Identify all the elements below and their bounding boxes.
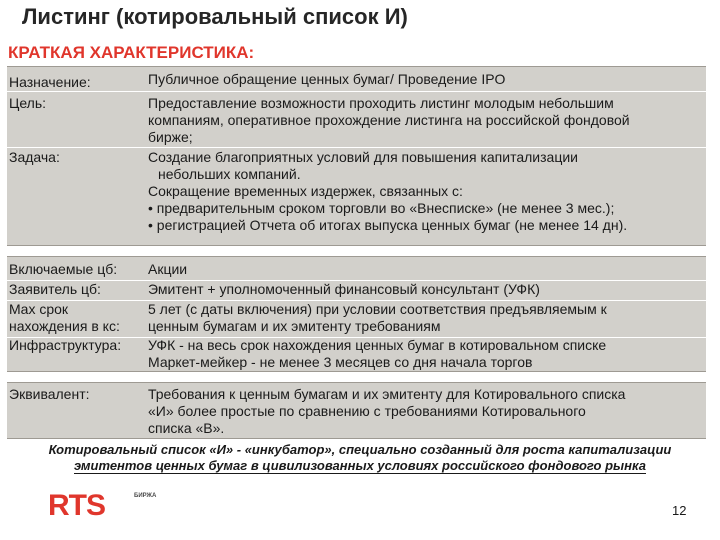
page-number: 12 [672,503,687,518]
task-line: Создание благоприятных условий для повышения капитализации [148,149,578,165]
purpose-label: Назначение: [9,74,91,90]
characteristics-block [7,66,706,246]
task-label: Задача: [9,149,60,165]
equivalent-line: «И» более простые по сравнению с требованиями Котировального [148,403,586,419]
equivalent-block [7,382,706,439]
infrastructure-value [148,337,704,371]
row-divider [7,147,706,148]
slide-title: Листинг (котировальный список И) [22,4,408,29]
applicant-value: Эмитент + уполномоченный финансовый консультант (УФК) [148,281,540,297]
section-subtitle: КРАТКАЯ ХАРАКТЕРИСТИКА: [8,43,255,62]
goal-line: компаниям, оперативное прохождение листинга на российской фондовой [148,112,630,128]
listing-details-block [7,256,706,372]
task-line: • предварительным сроком торговли во «Внесписке» (не менее 3 мес.); [148,200,615,216]
footer-note [0,442,720,474]
rts-logo [48,489,157,523]
term-label [9,301,120,335]
term-line: ценным бумагам и их эмитенту требованиям [148,318,441,334]
equivalent-label: Эквивалент: [9,386,90,402]
equivalent-line: Требования к ценным бумагам и их эмитенту для Котировального списка [148,386,626,402]
footer-note-underlined: эмитентов ценных бумаг в цивилизованных условиях российского фондового рынка [74,458,646,473]
term-label-line: Max срок [9,301,69,317]
task-line: • регистрацией Отчета об итогах выпуска ценных бумаг (не менее 14 дн). [148,217,628,233]
term-line: 5 лет (с даты включения) при условии соответствия предъявляемым к [148,301,607,317]
goal-label: Цель: [9,95,47,111]
securities-label: Включаемые цб: [9,261,118,277]
task-line: небольших компаний. [158,166,301,182]
infrastructure-line: Маркет-мейкер - не менее 3 месяцев со дня начала торгов [148,354,533,370]
infrastructure-line: УФК - на весь срок нахождения ценных бумаг в котировальном списке [148,337,607,353]
row-divider [7,91,706,92]
task-line: Сокращение временных издержек, связанных с: [148,183,463,199]
goal-line: бирже; [148,129,193,145]
logo-subtext: БИРЖА [134,493,157,499]
footer-note-line: Котировальный список «И» - «инкубатор», специально созданный для роста капитализации [48,442,672,457]
goal-value [148,95,704,146]
purpose-value: Публичное обращение ценных бумаг/ Проведение IPO [148,71,506,87]
task-value [148,149,704,234]
applicant-label: Заявитель цб: [9,281,101,297]
equivalent-line: списка «В». [148,420,225,436]
securities-value: Акции [148,261,188,277]
term-value [148,301,704,335]
infrastructure-label: Инфраструктура: [9,337,122,353]
term-label-line: нахождения в кс: [9,318,120,334]
logo-text: RTS [48,489,105,522]
equivalent-value [148,386,704,437]
footer-note-line [0,458,720,474]
goal-line: Предоставление возможности проходить листинг молодым небольшим [148,95,614,111]
